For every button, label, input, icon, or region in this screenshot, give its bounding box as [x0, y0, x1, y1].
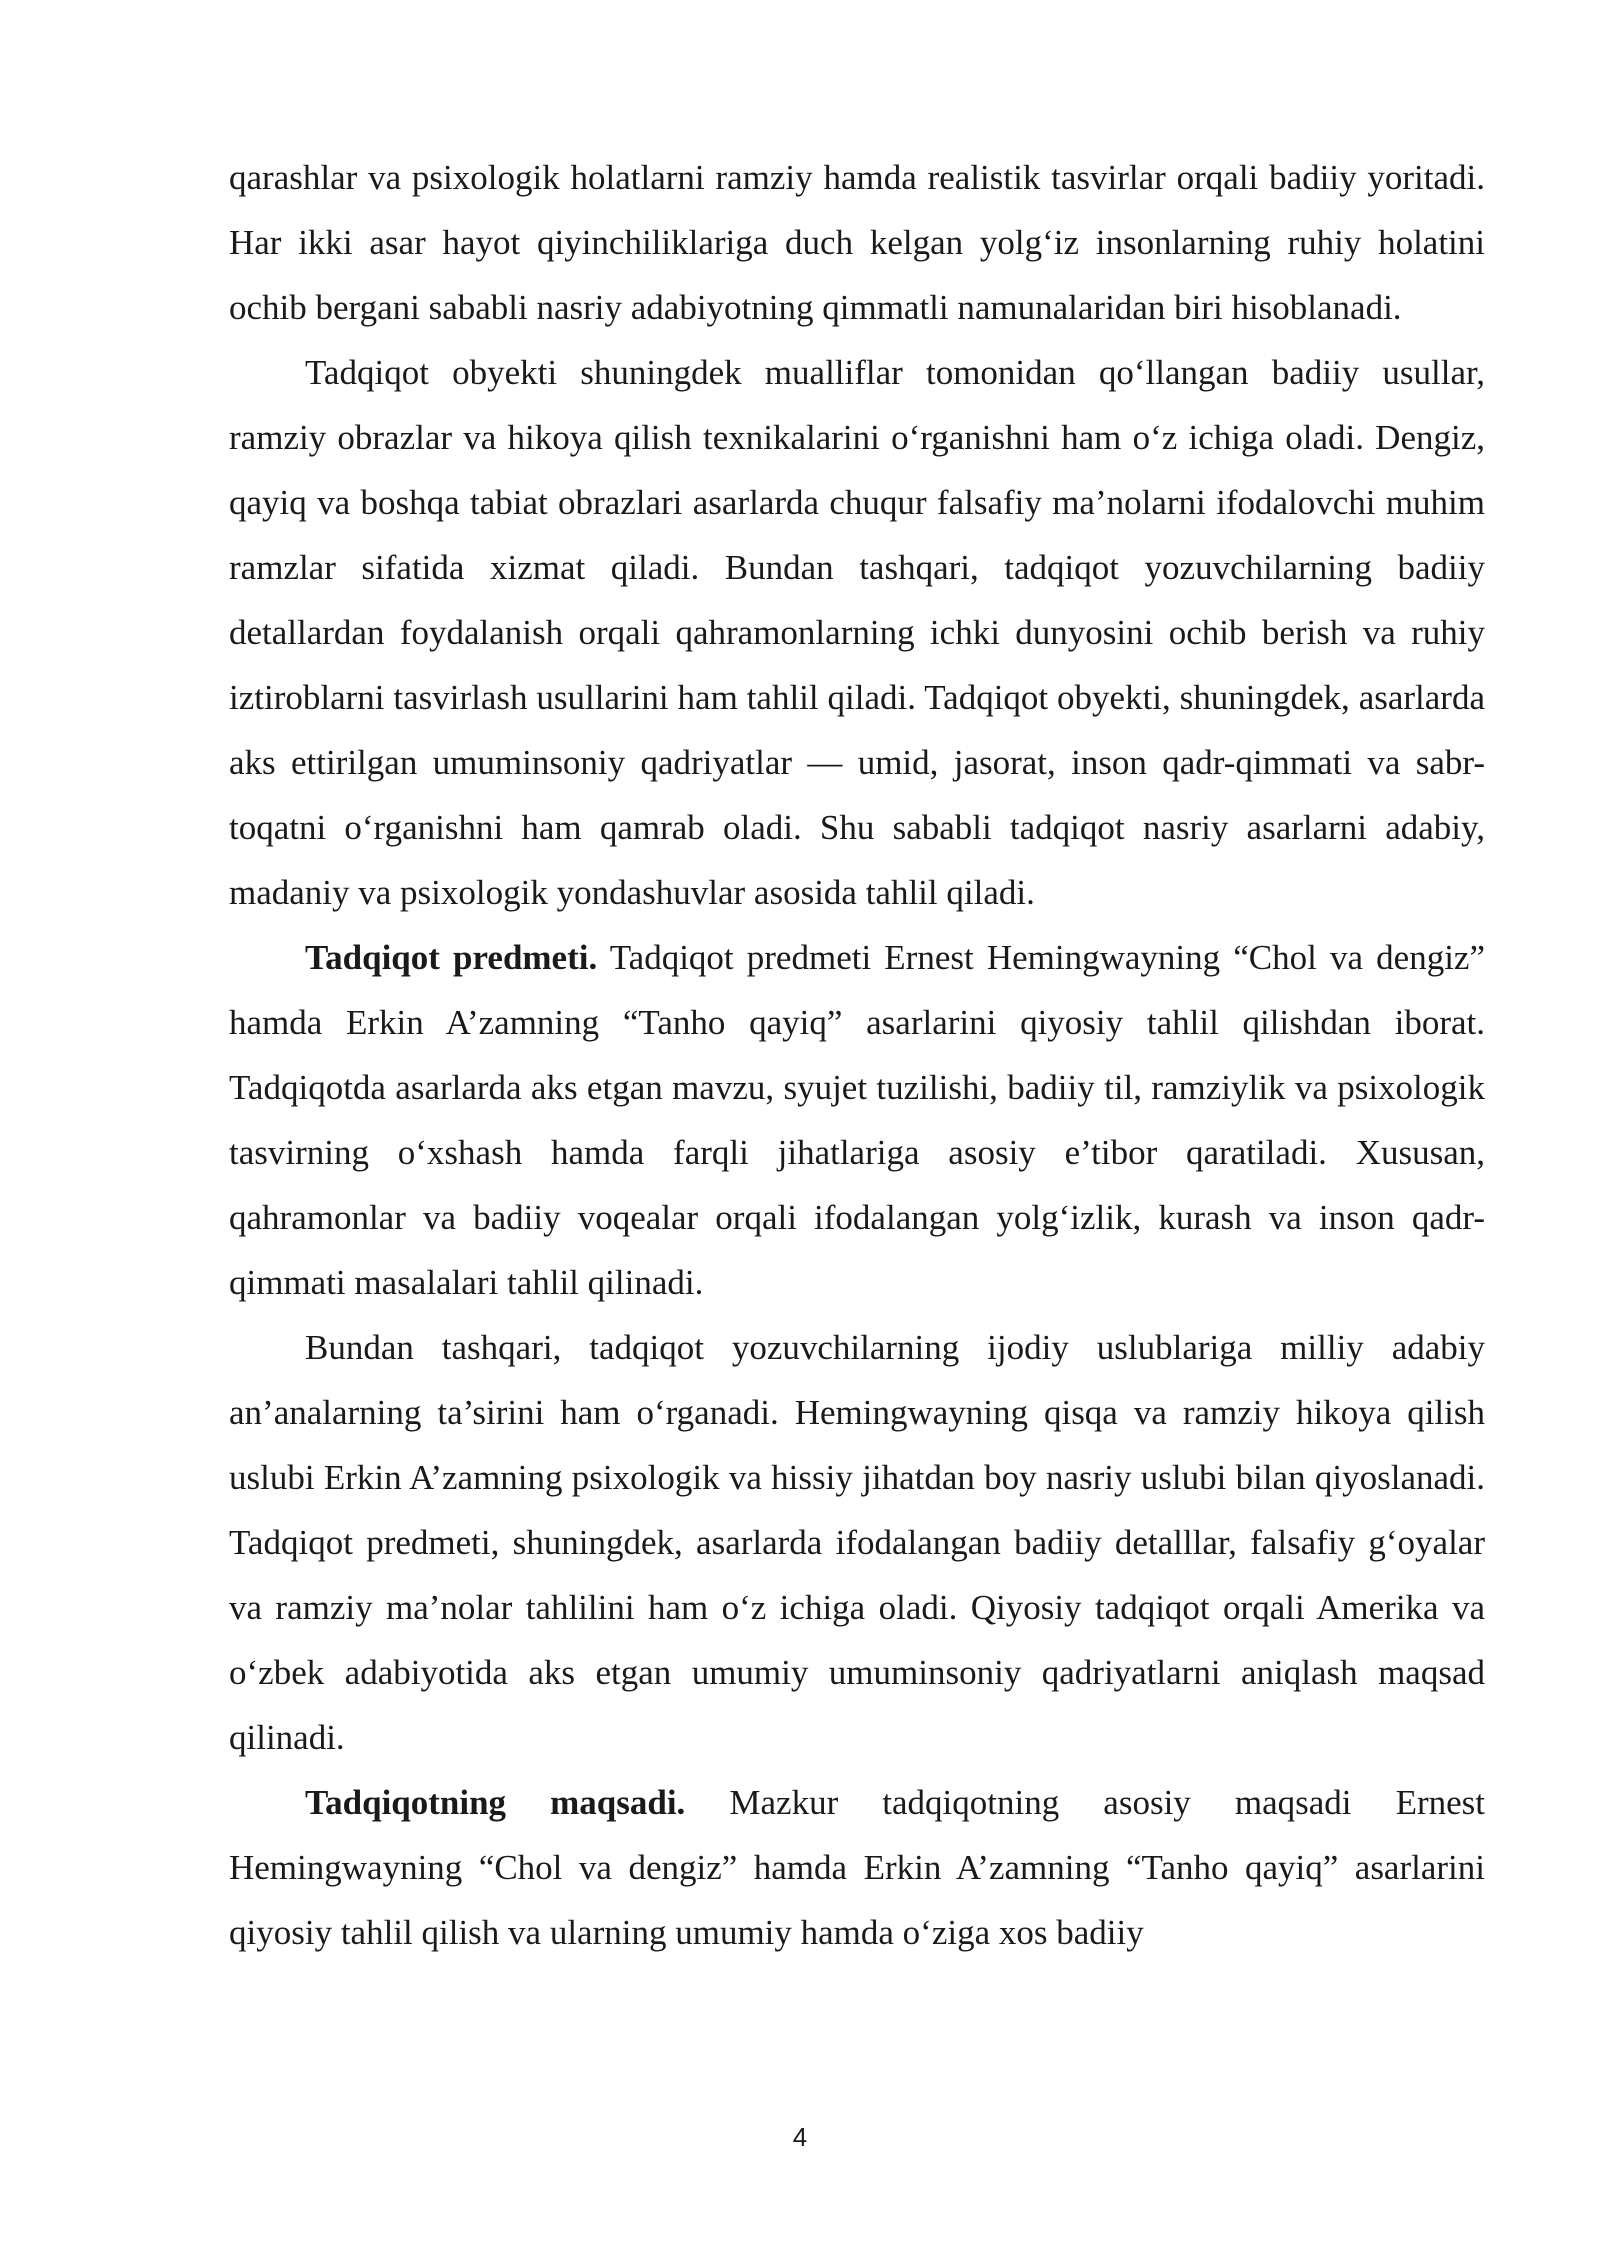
- paragraph-text: Tadqiqot predmeti Ernest Hemingwayning “Chol va dengiz” hamda Erkin A’zamning “Tanho qayiq” asarlarini qiyosiy tahlil qilishdan iborat. Tadqiqotda asarlarda aks etgan mavzu, syujet tuzilishi, badiiy til, ramziylik va psixologik tasvirning o‘xshash hamda farqli jihatlariga asosiy e’tibor qaratiladi. Xususan, qahramonlar va badiiy voqealar orqali ifodalangan yolg‘izlik, kurash va inson qadr-qimmati masalalari tahlil qilinadi.: [229, 938, 1485, 1302]
- paragraph-text: qarashlar va psixologik holatlarni ramziy hamda realistik tasvirlar orqali badiiy yoritadi. Har ikki asar hayot qiyinchiliklariga duch kelgan yolg‘iz insonlarning ruhiy holatini ochib bergani sababli nasriy adabiyotning qimmatli namunalaridan biri hisoblanadi.: [229, 158, 1485, 327]
- body-text: [229, 145, 1485, 1965]
- paragraph-heading: Tadqiqot predmeti.: [305, 938, 598, 977]
- page-number: 4: [792, 2122, 808, 2152]
- paragraph-text: Mazkur tadqiqotning asosiy maqsadi Ernest Hemingwayning “Chol va dengiz” hamda Erkin A’zamning “Tanho qayiq” asarlarini qiyosiy tahlil qilish va ularning umumiy hamda o‘ziga xos badiiy: [229, 1783, 1485, 1952]
- paragraph-research-subject: [229, 925, 1485, 1315]
- paragraph-research-goal: [229, 1770, 1485, 1965]
- paragraph-continuation: [229, 145, 1485, 340]
- paragraph-research-object: [229, 340, 1485, 925]
- paragraph-subject-continued: [229, 1315, 1485, 1770]
- paragraph-heading: Tadqiqotning maqsadi.: [305, 1783, 686, 1822]
- paragraph-text: Tadqiqot obyekti shuningdek mualliflar tomonidan qo‘llangan badiiy usullar, ramziy obrazlar va hikoya qilish texnikalarini o‘rganishni ham o‘z ichiga oladi. Dengiz, qayiq va boshqa tabiat obrazlari asarlarda chuqur falsafiy ma’nolarni ifodalovchi muhim ramzlar sifatida xizmat qiladi. Bundan tashqari, tadqiqot yozuvchilarning badiiy detallardan foydalanish orqali qahramonlarning ichki dunyosini ochib berish va ruhiy iztiroblarni tasvirlash usullarini ham tahlil qiladi. Tadqiqot obyekti, shuningdek, asarlarda aks ettirilgan umuminsoniy qadriyatlar — umid, jasorat, inson qadr-qimmati va sabr-toqatni o‘rganishni ham qamrab oladi. Shu sababli tadqiqot nasriy asarlarni adabiy, madaniy va psixologik yondashuvlar asosida tahlil qiladi.: [229, 353, 1485, 912]
- paragraph-text: Bundan tashqari, tadqiqot yozuvchilarning ijodiy uslublariga milliy adabiy an’analarning ta’sirini ham o‘rganadi. Hemingwayning qisqa va ramziy hikoya qilish uslubi Erkin A’zamning psixologik va hissiy jihatdan boy nasriy uslubi bilan qiyoslanadi. Tadqiqot predmeti, shuningdek, asarlarda ifodalangan badiiy detalllar, falsafiy g‘oyalar va ramziy ma’nolar tahlilini ham o‘z ichiga oladi. Qiyosiy tadqiqot orqali Amerika va o‘zbek adabiyotida aks etgan umumiy umuminsoniy qadriyatlarni aniqlash maqsad qilinadi.: [229, 1328, 1485, 1757]
